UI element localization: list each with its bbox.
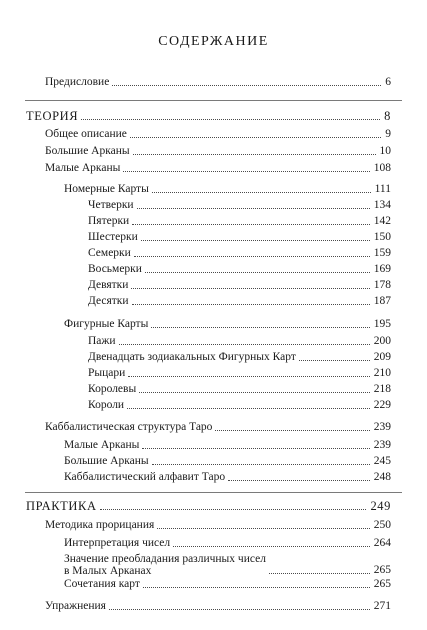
toc-entry-divination-method[interactable]	[45, 519, 391, 532]
toc-entry-minor-arcana[interactable]	[45, 162, 391, 175]
toc-entry-label: Фигурные Карты	[64, 318, 149, 330]
toc-entry-preface[interactable]	[45, 76, 391, 89]
toc-entry-pages[interactable]	[88, 335, 391, 348]
dot-leader	[137, 208, 370, 209]
toc-entry-sixes[interactable]	[88, 231, 391, 244]
section-divider	[25, 492, 402, 493]
toc-entry-page: 8	[384, 109, 391, 123]
toc-entry-page: 239	[373, 421, 391, 433]
toc-entry-exercises[interactable]	[45, 600, 391, 613]
toc-entry-page: 108	[373, 162, 391, 174]
toc-entry-fives[interactable]	[88, 215, 391, 228]
toc-entry-label: Пятерки	[88, 215, 130, 227]
toc-entry-number-prevalence[interactable]	[64, 551, 391, 577]
dot-leader	[141, 240, 370, 241]
toc-entry-label: Короли	[88, 399, 125, 411]
dot-leader	[132, 224, 370, 225]
toc-entry-kabbalistic-structure[interactable]	[45, 421, 391, 434]
dot-leader	[133, 154, 376, 155]
dot-leader	[123, 171, 369, 172]
dot-leader	[130, 137, 381, 138]
dot-leader	[119, 344, 370, 345]
toc-entry-page: 229	[373, 399, 391, 411]
toc-entry-card-combinations[interactable]	[64, 578, 391, 591]
toc-entry-page: 218	[373, 383, 391, 395]
toc-entry-label: Малые Арканы	[45, 162, 121, 174]
toc-entry-practice[interactable]	[26, 500, 391, 513]
dot-leader	[128, 376, 369, 377]
toc-entry-label: Предисловие	[45, 76, 110, 88]
dot-leader	[132, 304, 370, 305]
toc-entry-label: Двенадцать зодиакальных Фигурных Карт	[88, 351, 296, 363]
dot-leader	[173, 546, 370, 547]
dot-leader	[215, 430, 369, 431]
toc-entry-label: Семерки	[88, 247, 131, 259]
dot-leader	[142, 448, 369, 449]
dot-leader	[139, 392, 370, 393]
dot-leader	[143, 587, 370, 588]
toc-entry-general-description[interactable]	[45, 128, 391, 141]
toc-entry-court-cards[interactable]	[64, 318, 391, 331]
toc-entry-label: Рыцари	[88, 367, 126, 379]
toc-entry-numbered-cards[interactable]	[64, 183, 391, 196]
toc-entry-page: 200	[373, 335, 391, 347]
toc-entry-label: ТЕОРИЯ	[26, 109, 79, 123]
toc-entry-label: Восьмерки	[88, 263, 142, 275]
toc-entry-page: 271	[373, 600, 391, 612]
toc-entry-page: 169	[373, 263, 391, 275]
toc-entry-label: Методика прорицания	[45, 519, 155, 531]
toc-entry-fours[interactable]	[88, 199, 391, 212]
section-divider	[25, 100, 402, 101]
toc-entry-label: Десятки	[88, 295, 129, 307]
toc-entry-label: Королевы	[88, 383, 137, 395]
toc-entry-label: Пажи	[88, 335, 116, 347]
dot-leader	[145, 272, 370, 273]
toc-entry-eights[interactable]	[88, 263, 391, 276]
dot-leader	[228, 480, 370, 481]
toc-entry-page: 178	[373, 279, 391, 291]
dot-leader	[152, 464, 370, 465]
toc-entry-page: 249	[370, 499, 391, 513]
toc-entry-label: Четверки	[88, 199, 134, 211]
toc-entry-page: 210	[373, 367, 391, 379]
dot-leader	[127, 408, 370, 409]
dot-leader	[299, 360, 370, 361]
toc-entry-twelve-zodiac-court-cards[interactable]	[88, 351, 391, 364]
toc-entry-label: Большие Арканы	[64, 455, 149, 467]
page-title: СОДЕРЖАНИЕ	[158, 34, 269, 49]
toc-entry-knights[interactable]	[88, 367, 391, 380]
toc-entry-label-line2: в Малых Арканах	[64, 565, 152, 577]
toc-entry-number-interpretation[interactable]	[64, 537, 391, 550]
toc-entry-label-line1: Значение преобладания различных чисел	[64, 553, 266, 565]
toc-entry-nines[interactable]	[88, 279, 391, 292]
toc-entry-page: 264	[373, 537, 391, 549]
toc-entry-theory[interactable]	[26, 110, 391, 123]
dot-leader	[157, 528, 369, 529]
toc-entry-label: Интерпретация чисел	[64, 537, 171, 549]
toc-entry-kabbalah-major-arcana[interactable]	[64, 455, 391, 468]
toc-entry-page: 265	[373, 578, 391, 590]
toc-entry-page: 10	[379, 145, 391, 157]
toc-entry-kabbalah-minor-arcana[interactable]	[64, 439, 391, 452]
toc-entry-page: 159	[373, 247, 391, 259]
toc-entry-page: 239	[373, 439, 391, 451]
toc-entry-sevens[interactable]	[88, 247, 391, 260]
toc-entry-page: 209	[373, 351, 391, 363]
toc-entry-kings[interactable]	[88, 399, 391, 412]
toc-entry-major-arcana[interactable]	[45, 145, 391, 158]
toc-entry-label	[64, 553, 269, 577]
dot-leader	[100, 509, 367, 510]
toc-entry-label: Общее описание	[45, 128, 127, 140]
toc-entry-page: 248	[373, 471, 391, 483]
toc-entry-label: Номерные Карты	[64, 183, 149, 195]
toc-entry-page: 6	[385, 76, 391, 88]
toc-entry-page: 111	[374, 183, 391, 195]
toc-entry-label: Каббалистический алфавит Таро	[64, 471, 226, 483]
dot-leader	[112, 85, 381, 86]
toc-entry-page: 245	[373, 455, 391, 467]
toc-entry-page: 150	[373, 231, 391, 243]
toc-entry-label: Упражнения	[45, 600, 106, 612]
toc-entry-page: 195	[373, 318, 391, 330]
toc-entry-tens[interactable]	[88, 295, 391, 308]
dot-leader	[269, 573, 370, 574]
toc-entry-page: 134	[373, 199, 391, 211]
toc-entry-queens[interactable]	[88, 383, 391, 396]
dot-leader	[131, 288, 369, 289]
toc-entry-label: Малые Арканы	[64, 439, 140, 451]
toc-entry-label: ПРАКТИКА	[26, 499, 97, 513]
toc-entry-page: 9	[385, 128, 391, 140]
toc-entry-label: Каббалистическая структура Таро	[45, 421, 213, 433]
toc-entry-label: Девятки	[88, 279, 129, 291]
toc-entry-label: Сочетания карт	[64, 578, 140, 590]
toc-entry-page: 250	[373, 519, 391, 531]
toc-entry-label: Шестерки	[88, 231, 138, 243]
dot-leader	[151, 327, 369, 328]
toc-entry-page: 187	[373, 295, 391, 307]
dot-leader	[134, 256, 370, 257]
dot-leader	[152, 192, 371, 193]
dot-leader	[109, 609, 370, 610]
toc-entry-page: 265	[373, 564, 391, 576]
dot-leader	[81, 119, 380, 120]
toc-entry-kabbalistic-alphabet[interactable]	[64, 471, 391, 484]
toc-entry-page: 142	[373, 215, 391, 227]
toc-entry-label: Большие Арканы	[45, 145, 130, 157]
